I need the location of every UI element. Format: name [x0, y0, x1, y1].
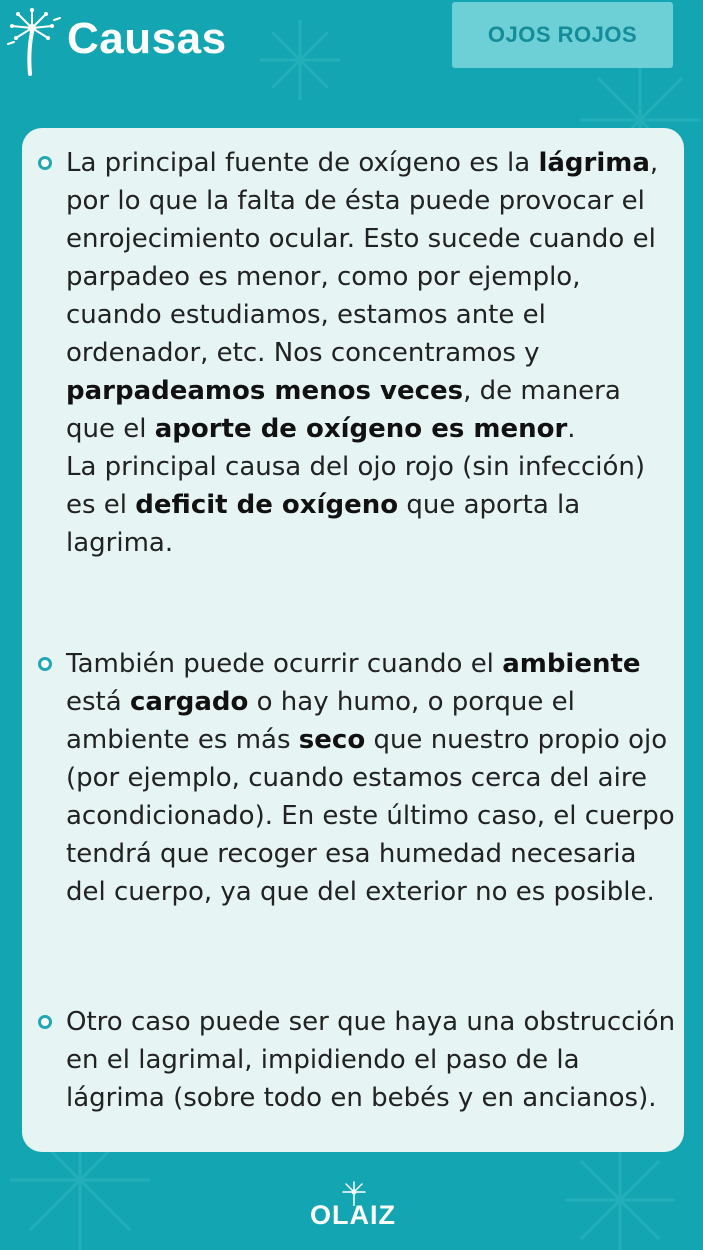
brand-name: OLAIZ — [310, 1200, 396, 1230]
header — [0, 0, 703, 100]
circle-bullet-icon — [38, 657, 52, 671]
page-title: Causas — [67, 14, 227, 63]
dandelion-icon — [4, 6, 62, 76]
paragraph-1: La principal fuente de oxígeno es la lágrima, por lo que la falta de ésta puede provocar el enrojecimiento ocular. Esto sucede cuando el parpadeo es menor, como por ejemplo, cuando estudiamos, estamos ante el ordenador, etc. Nos concentramos y parpadeamos menos veces, de manera que el aporte de oxígeno es menor. La principal causa del ojo rojo (sin infección) es el deficit de oxígeno que aporta la lagrima. — [66, 144, 678, 562]
circle-bullet-icon — [38, 156, 52, 170]
paragraph-2: También puede ocurrir cuando el ambiente está cargado o hay humo, o porque el ambiente es más seco que nuestro propio ojo (por ejemplo, cuando estamos cerca del aire acondicionado). En este último caso, el cuerpo tendrá que recoger esa humedad necesaria del cuerpo, ya que del exterior no es posible. — [66, 645, 678, 911]
topic-badge: OJOS ROJOS — [452, 2, 673, 68]
paragraph-3: Otro caso puede ser que haya una obstrucción en el lagrimal, impidiendo el paso de la lágrima (sobre todo en bebés y en ancianos). — [66, 1003, 678, 1117]
circle-bullet-icon — [38, 1015, 52, 1029]
brand-logo — [307, 1180, 399, 1234]
content-card — [22, 128, 684, 1152]
